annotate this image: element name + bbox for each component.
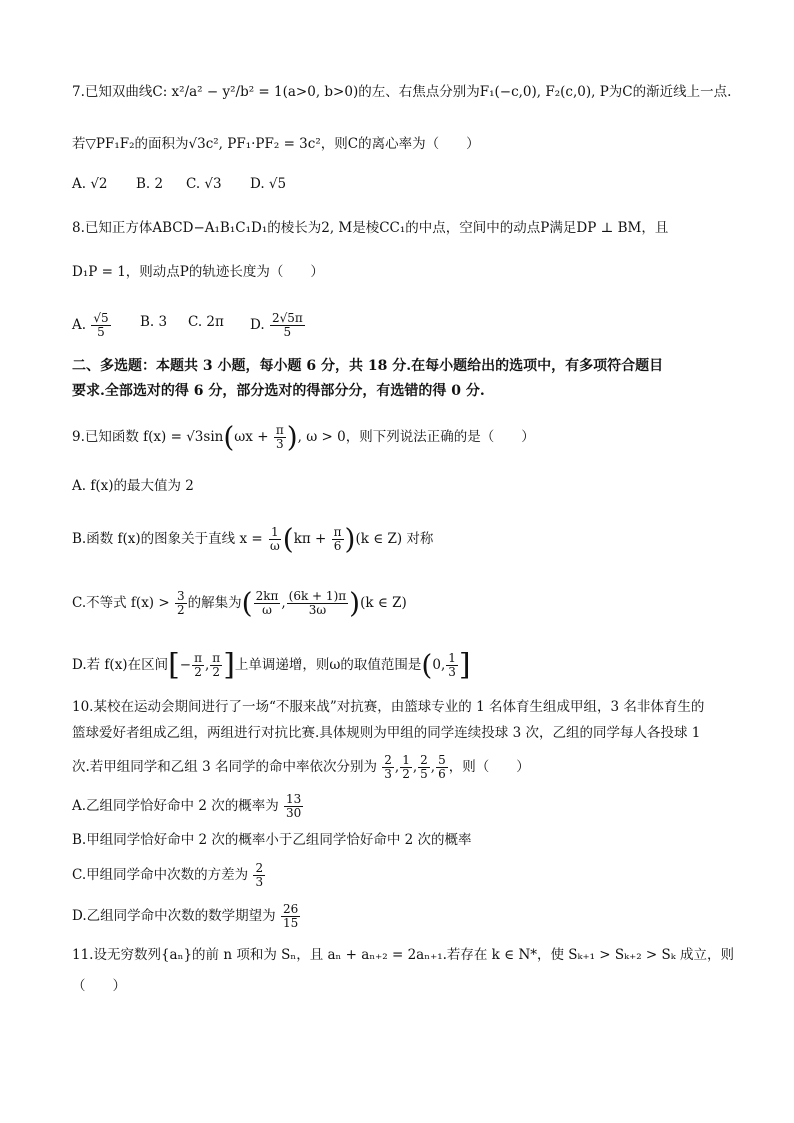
section-2-title-line2: 要求.全部选对的得 6 分，部分选对的得部分分，有选错的得 0 分. bbox=[72, 383, 485, 399]
section-2-title-line1: 二、多选题：本题共 3 小题，每小题 6 分，共 18 分.在每小题给出的选项中，有多项符合题目 bbox=[72, 358, 664, 374]
q9-stem-fraction bbox=[274, 424, 286, 451]
q10-d-fraction bbox=[281, 903, 300, 930]
q10-option-a bbox=[72, 793, 734, 820]
q9-stem-c: , ω > 0，则下列说法正确的是（ ） bbox=[297, 429, 535, 445]
q10-line3: 次.若甲组同学和乙组 3 名同学的命中率依次分别为 $\frac{2}{3}$ , $\frac{1}{2}$ , $\frac{2}{5}$ , $\frac{5}{6}$ ，则（ ） bbox=[72, 753, 530, 781]
q10-option-d bbox=[72, 903, 734, 930]
fraction-numerator: 3 bbox=[176, 589, 185, 603]
q8-option-d-label: D. bbox=[250, 317, 265, 333]
q7-option-b: B. 2 bbox=[136, 176, 164, 192]
bracket-open: [ bbox=[168, 647, 180, 683]
q9-c-text-b: 的解集为 bbox=[187, 595, 242, 611]
q9-d-fraction-1 bbox=[192, 652, 204, 679]
q10-c-text: C.甲组同学命中次数的方差为 bbox=[72, 867, 249, 883]
q9-option-b bbox=[72, 522, 734, 556]
fraction-denominator: ω bbox=[262, 603, 272, 617]
q9-c-fraction-1 bbox=[175, 590, 187, 617]
paren-open: ( bbox=[421, 648, 433, 682]
fraction-denominator: 6 bbox=[333, 539, 342, 553]
q10-rate-1 bbox=[382, 754, 394, 781]
fraction-denominator: 30 bbox=[286, 806, 302, 820]
fraction-numerator: 2 bbox=[255, 861, 264, 875]
q10-line3-b: ，则（ ） bbox=[448, 759, 530, 775]
q9-d-fraction-2 bbox=[210, 652, 222, 679]
q8-option-b: B. 3 bbox=[140, 314, 168, 330]
q9-d-text-a: D.若 f(x)在区间 bbox=[72, 657, 169, 673]
q9-c-text-c: (k ∈ Z) bbox=[360, 595, 407, 611]
q9-d-fraction-3 bbox=[446, 652, 458, 679]
fraction-numerator: 1 bbox=[448, 651, 456, 665]
q10-rate-2 bbox=[400, 754, 412, 781]
fraction-numerator: 2√5π bbox=[271, 311, 303, 325]
fraction-numerator: π bbox=[275, 423, 284, 437]
q9-stem-a: 9.已知函数 f(x) = √3sin bbox=[72, 429, 224, 445]
q9-stem bbox=[72, 420, 734, 454]
q9-option-c: C.不等式 f(x) > $\frac{3}{2}$ 的解集为( $\frac{2k\pi}{\omega}$ , $\frac{(6k + 1)\pi}{3\omega}$ )(k ∈ Z) bbox=[72, 586, 407, 620]
fraction-numerator: π bbox=[194, 651, 202, 665]
fraction-denominator: 5 bbox=[283, 325, 292, 339]
q9-b-fraction-1 bbox=[268, 526, 282, 553]
fraction-numerator: π bbox=[212, 651, 221, 665]
q9-b-text-c: (k ∈ Z) 对称 bbox=[355, 531, 434, 547]
q9-b-fraction-2 bbox=[332, 526, 344, 553]
q11-line1: 11.设无穷数列{aₙ}的前 n 项和为 Sₙ，且 aₙ + aₙ₊₂ = 2aₙ₊₁.若存在 k ∈ N*，使 Sₖ₊₁ > Sₖ₊₂ > Sₖ 成立，则 bbox=[72, 947, 734, 963]
fraction-denominator: 3 bbox=[275, 437, 284, 451]
q10-option-b: B.甲组同学恰好命中 2 次的概率小于乙组同学恰好命中 2 次的概率 bbox=[72, 832, 472, 848]
fraction-numerator: 2 bbox=[384, 753, 392, 767]
q7-option-d: D. √5 bbox=[250, 176, 287, 192]
fraction-denominator: 3ω bbox=[308, 603, 327, 617]
q8-line2: D₁P = 1，则动点P的轨迹长度为（ ） bbox=[72, 264, 324, 280]
q10-rate-4 bbox=[436, 754, 448, 781]
fraction-denominator: 2 bbox=[176, 603, 185, 617]
q9-d-zero: 0, bbox=[432, 657, 446, 673]
fraction-numerator: √5 bbox=[93, 311, 109, 325]
fraction-denominator: 3 bbox=[255, 875, 264, 889]
fraction-denominator: 5 bbox=[97, 325, 105, 339]
q10-a-fraction bbox=[284, 793, 303, 820]
q9-b-text-a: B.函数 f(x)的图象关于直线 x = bbox=[72, 531, 263, 547]
q9-c-fraction-2 bbox=[254, 590, 281, 617]
bracket-close: ] bbox=[223, 647, 235, 683]
q8-line1: 8.已知正方体ABCD−A₁B₁C₁D₁的棱长为2, M是棱CC₁的中点，空间中的动点P满足DP ⊥ BM，且 bbox=[72, 220, 669, 236]
fraction-numerator: 26 bbox=[282, 902, 299, 916]
fraction-denominator: 15 bbox=[282, 916, 299, 930]
fraction-denominator: 2 bbox=[402, 767, 410, 781]
q7-line2: 若▽PF₁F₂的面积为√3c², PF₁·PF₂ = 3c²，则C的离心率为（ ） bbox=[72, 136, 480, 152]
q10-d-text: D.乙组同学命中次数的数学期望为 bbox=[72, 908, 276, 924]
fraction-numerator: 5 bbox=[438, 753, 446, 767]
q9-stem-b: ωx + bbox=[234, 429, 269, 445]
bracket-close: ] bbox=[458, 647, 471, 683]
fraction-denominator: 2 bbox=[194, 665, 202, 679]
q8-option-c: C. 2π bbox=[188, 314, 224, 330]
q9-option-a: A. f(x)的最大值为 2 bbox=[72, 478, 194, 494]
paren-close: ) bbox=[344, 522, 356, 556]
fraction-denominator: ω bbox=[269, 539, 280, 553]
fraction-denominator: 3 bbox=[384, 767, 392, 781]
q10-line3-a: 次.若甲组同学和乙组 3 名同学的命中率依次分别为 bbox=[72, 759, 377, 775]
q10-line2: 篮球爱好者组成乙组，两组进行对抗比赛.具体规则为甲组的同学连续投球 3 次，乙组的同学每人各投球 1 bbox=[72, 725, 701, 741]
paren-close: ) bbox=[286, 420, 298, 454]
q10-option-c bbox=[72, 862, 734, 889]
fraction-denominator: 6 bbox=[438, 767, 446, 781]
q10-line1: 10.某校在运动会期间进行了一场“不服来战”对抗赛，由篮球专业的 1 名体育生组成甲组，3 名非体育生的 bbox=[72, 699, 705, 715]
fraction-numerator: 13 bbox=[286, 792, 302, 806]
q9-d-text-b: 上单调递增，则ω的取值范围是 bbox=[234, 657, 422, 673]
q9-c-fraction-3 bbox=[287, 590, 348, 617]
fraction-numerator: π bbox=[333, 525, 342, 539]
q7-option-a: A. √2 bbox=[72, 176, 108, 192]
paren-open: ( bbox=[223, 420, 235, 454]
q7-option-c: C. √3 bbox=[186, 176, 222, 192]
q8-option-a-label: A. bbox=[72, 317, 87, 333]
q10-rate-3 bbox=[418, 754, 430, 781]
fraction-numerator: 2 bbox=[420, 753, 428, 767]
q10-a-text: A.乙组同学恰好命中 2 次的概率为 bbox=[72, 798, 279, 814]
q10-c-fraction bbox=[253, 862, 265, 889]
paren-open: ( bbox=[282, 522, 294, 556]
q8-option-d bbox=[250, 312, 306, 339]
q7-line1: 7.已知双曲线C: x²/a² − y²/b² = 1(a>0, b>0)的左、右焦点分别为F₁(−c,0), F₂(c,0), P为C的渐近线上一点. bbox=[72, 84, 732, 100]
q11-line2: （ ） bbox=[72, 978, 126, 994]
q8-option-a bbox=[72, 312, 112, 339]
fraction-numerator: 1 bbox=[271, 525, 279, 539]
q8-option-d-fraction bbox=[270, 312, 305, 339]
q9-c-text-a: C.不等式 f(x) > bbox=[72, 595, 170, 611]
paren-open: ( bbox=[241, 586, 253, 620]
q8-option-a-fraction bbox=[91, 312, 110, 339]
fraction-denominator: 5 bbox=[420, 767, 428, 781]
q9-option-d: D.若 f(x)在区间[− $\frac{\pi}{2}$ , $\frac{\pi}{2}$ ]上单调递增，则ω的取值范围是(0, $\frac{1}{3}$ ] bbox=[72, 647, 471, 683]
fraction-numerator: 2kπ bbox=[255, 589, 279, 603]
paren-close: ) bbox=[349, 586, 361, 620]
fraction-numerator: 1 bbox=[402, 753, 410, 767]
fraction-denominator: 3 bbox=[448, 665, 456, 679]
fraction-denominator: 2 bbox=[212, 665, 221, 679]
q9-b-kpi: kπ + bbox=[293, 531, 327, 547]
fraction-numerator: (6k + 1)π bbox=[288, 589, 347, 603]
